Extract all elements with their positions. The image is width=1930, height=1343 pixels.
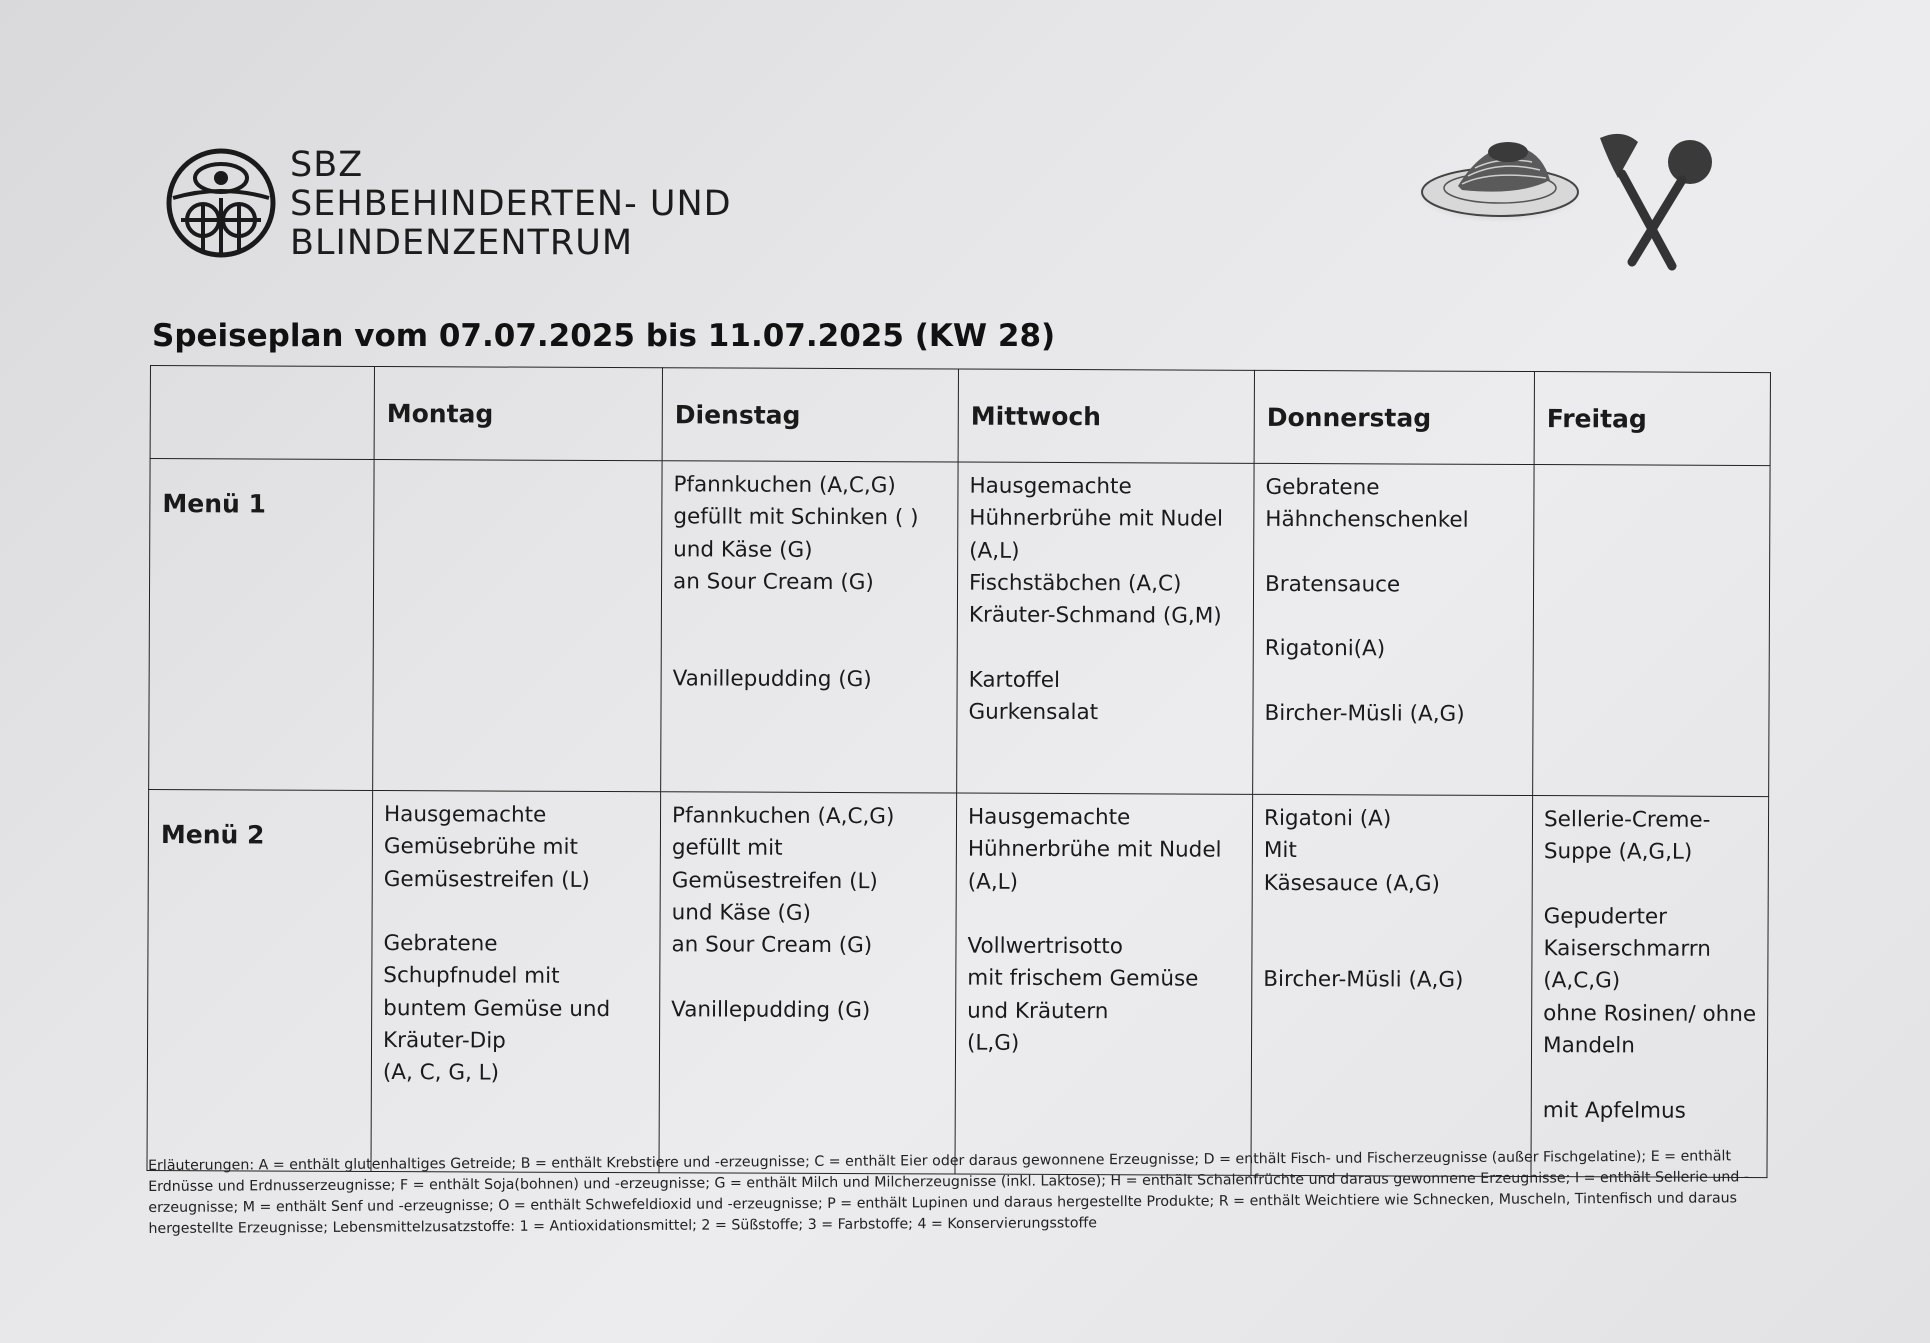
menu-table [146, 365, 1771, 1178]
organization-name [290, 146, 732, 263]
menu-item-line: Vanillepudding (G) [672, 666, 872, 692]
menu-item-line: Gemüsestreifen (L) [671, 867, 878, 894]
header-day: Mittwoch [958, 369, 1254, 463]
header-corner [150, 366, 374, 460]
menu-item-line [1264, 900, 1522, 933]
menu-item-line: (A,L) [967, 869, 1019, 895]
menu-item-line: Vanillepudding (G) [671, 997, 871, 1023]
menu-item-line: Hähnchenschenkel [1265, 507, 1469, 534]
menu-item-line [1543, 1062, 1757, 1095]
menu-item-line: Vollwertrisotto [967, 933, 1123, 960]
menu-item-line: (A,C,G) [1543, 968, 1621, 994]
menu-item-line: Mandeln [1542, 1033, 1635, 1059]
menu-item-line: mit Apfelmus [1542, 1097, 1686, 1124]
menu-item-line [1265, 536, 1523, 569]
menu-item-line: Kräuter-Dip [382, 1028, 506, 1054]
menu-item-line: Käsesauce (A,G) [1263, 870, 1441, 897]
menu-item-line: Hausgemachte [967, 804, 1131, 831]
menu-item-line: Bratensauce [1264, 571, 1401, 598]
header-day: Freitag [1534, 372, 1770, 466]
menu-item-line [1544, 869, 1758, 902]
menu-cell [1531, 796, 1769, 1178]
spaghetti-plate-and-utensils-icon [1400, 120, 1740, 280]
menu-item-line: Suppe (A,G,L) [1543, 839, 1693, 866]
menu-item-line: Rigatoni (A) [1263, 805, 1392, 832]
header-day: Dienstag [662, 368, 958, 462]
menu-item-line [384, 896, 650, 929]
header-day: Montag [374, 366, 662, 460]
menu-item-line: buntem Gemüse und [383, 995, 611, 1022]
menu-item-line: mit frischem Gemüse [967, 966, 1199, 993]
menu-cell [957, 462, 1254, 794]
org-line-3: BLINDENZENTRUM [290, 223, 634, 263]
menu-item-line: Bircher-Müsli (A,G) [1263, 967, 1464, 994]
header-day: Donnerstag [1254, 370, 1534, 464]
page-title: Speiseplan vom 07.07.2025 bis 11.07.2025 (KW 28) [152, 318, 1056, 354]
menu-item-line: (L,G) [966, 1030, 1020, 1056]
table-row [149, 459, 1770, 797]
sbz-logo-icon [163, 148, 279, 258]
menu-item-line [673, 631, 947, 664]
menu-cell [373, 459, 662, 791]
menu-cell [371, 790, 661, 1172]
menu-cell [659, 792, 957, 1174]
menu-item-line: an Sour Cream (G) [671, 932, 873, 959]
org-line-1: SBZ [290, 145, 364, 185]
table-row [147, 789, 1769, 1177]
menu-item-line: Gurkensalat [968, 699, 1099, 726]
menu-cell [1253, 463, 1534, 795]
menu-item-line: Gebratene [1265, 474, 1380, 501]
menu-item-line: (A, C, G, L) [382, 1060, 500, 1086]
menu-item-line: Fischstäbchen (A,C) [969, 570, 1182, 597]
menu-item-line: Kartoffel [968, 667, 1061, 693]
menu-item-line: und Kräutern [967, 998, 1109, 1024]
menu-item-line: Pfannkuchen (A,C,G) [673, 472, 896, 499]
menu-item-line: an Sour Cream (G) [673, 569, 874, 596]
menu-item-line: Pfannkuchen (A,C,G) [671, 803, 895, 830]
menu-item-line: Kaiserschmarrn [1543, 936, 1711, 963]
menu-label: Menü 1 [149, 459, 374, 791]
menu-cell [1251, 794, 1533, 1176]
menu-item-line: ohne Rosinen/ ohne [1543, 1000, 1757, 1027]
menu-item-line: gefüllt mit Schinken ( ) [673, 504, 919, 531]
menu-item-line: Bircher-Müsli (A,G) [1264, 700, 1465, 727]
menu-item-line: Hausgemachte [383, 802, 547, 828]
menu-item-line: und Käse (G) [673, 536, 813, 563]
menu-item-line: Gepuderter [1543, 903, 1668, 930]
menu-item-line: Hausgemachte [969, 473, 1132, 500]
menu-item-line [673, 598, 947, 631]
menu-item-line: Schupfnudel mit [383, 963, 560, 990]
menu-item-line [968, 898, 1242, 931]
allergen-legend: Erläuterungen: A = enthält glutenhaltiges Getreide; B = enthält Krebstiere und -erzeugnisse; C = enthält Eier oder daraus gewonnene Erzeugnisse; D = enthält Fisch- und Fischerzeugnisse (außer Fischgelatine); E = enthält Erdnüsse und Erdnusserzeugnisse; F = enthält Soja(bohnen) und -erzeugnisse; G = enthält Milch und Milcherzeugnisse (inkl. Laktose); H = enthält Schalenfrüchte und daraus gewonnene Erzeugnisse; I = enthält Sellerie und -erzeugnisse; M = enthält Senf und -erzeugnisse; O = enthält Schwefeldioxid und -erzeugnisse; P = enthält Lupinen und daraus hergestellte Produkte; R = enthält Weichtiere wie Schnecken, Muscheln, Tintenfisch und daraus hergestellte Erzeugnisse; Lebensmittelzusatzstoffe: 1 = Antioxidationsmittel; 2 = Süßstoffe; 3 = Farbstoffe; 4 = Konservierungsstoffe [148, 1148, 1750, 1237]
menu-item-line [969, 632, 1243, 665]
menu-item-line: Gemüsestreifen (L) [383, 866, 590, 893]
menu-item-line: gefüllt mit [671, 835, 783, 862]
menu-item-line: Hühnerbrühe mit Nudel [969, 505, 1224, 532]
menu-item-line: Rigatoni(A) [1264, 636, 1386, 662]
menu-item-line: (A,L) [969, 538, 1020, 564]
menu-item-line: Mit [1263, 838, 1297, 864]
menu-cell [955, 793, 1253, 1175]
menu-item-line [1265, 666, 1523, 699]
org-line-2: SEHBEHINDERTEN- UND [290, 184, 732, 224]
menu-item-line [671, 962, 945, 995]
menu-item-line: Hühnerbrühe mit Nudel [967, 836, 1222, 863]
menu-item-line: Gebratene [383, 931, 498, 957]
menu-item-line: Kräuter-Schmand (G,M) [968, 602, 1222, 629]
menu-label: Menü 2 [147, 789, 373, 1171]
menu-item-line [1265, 601, 1523, 634]
menu-cell [1533, 465, 1770, 797]
menu-item-line: Sellerie-Creme- [1543, 807, 1711, 833]
menu-item-line: und Käse (G) [671, 900, 812, 926]
menu-cell [661, 461, 958, 793]
menu-item-line [1263, 932, 1521, 965]
table-header-row [150, 366, 1770, 466]
menu-item-line: Gemüsebrühe mit [383, 834, 578, 861]
